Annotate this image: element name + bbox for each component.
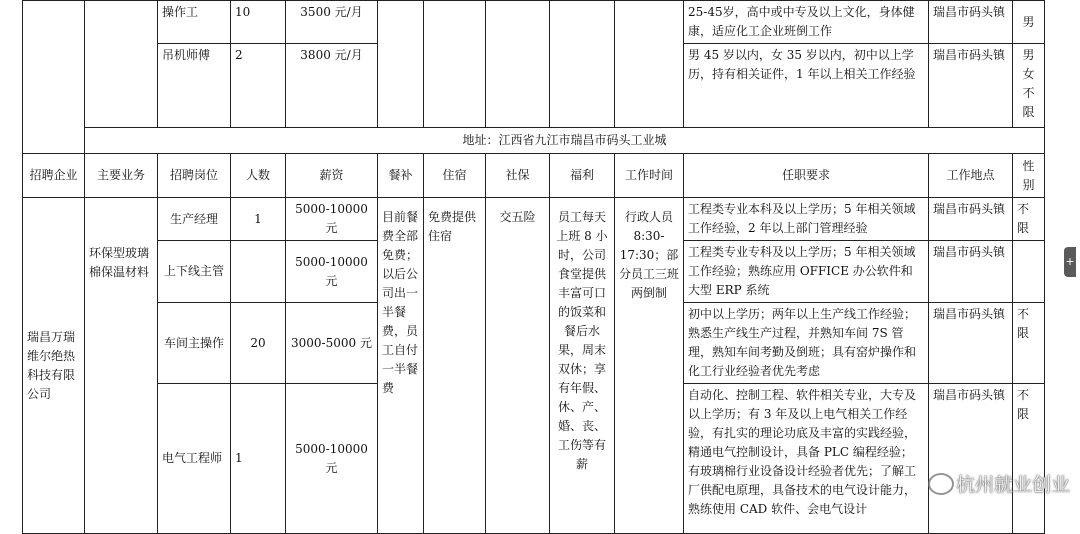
prev-insurance-cell [486,1,550,128]
prev-meal-cell [378,1,424,128]
top-row-salary: 3500 元/月 [286,1,378,44]
top-row-gender: 男 女 不 限 [1013,44,1045,128]
job-count [231,241,286,303]
job-salary: 5000-10000 元 [286,384,378,534]
company-welfare: 员工每天上班 8 小时，公司食堂提供丰富可口的饭菜和餐后水果，周末双休；享有年假、休、产、婚、丧、工伤等有薪 [550,198,615,534]
job-location: 瑞昌市码头镇 [929,198,1013,241]
job-location: 瑞昌市码头镇 [929,384,1013,534]
watermark-text: 杭州就业创业 [956,474,1071,496]
company-housing: 免费提供住宿 [424,198,486,534]
top-row-count: 10 [231,1,286,44]
job-salary: 5000-10000 元 [286,241,378,303]
header-hours: 工作时间 [615,154,684,198]
plus-icon: + [1065,255,1075,268]
header-welfare: 福利 [550,154,615,198]
header-gender: 性别 [1013,154,1045,198]
side-expand-tab[interactable] [1064,247,1076,277]
job-count: 1 [231,384,286,534]
top-row-position: 吊机师傅 [158,44,231,128]
company-insurance: 交五险 [486,198,550,534]
job-location: 瑞昌市码头镇 [929,303,1013,384]
header-requirements: 任职要求 [684,154,929,198]
top-row-position: 操作工 [158,1,231,44]
job-salary: 5000-10000 元 [286,198,378,241]
top-row-location: 瑞昌市码头镇 [929,44,1013,128]
job-position: 车间主操作 [158,303,231,384]
company-name: 瑞昌万瑞维尔绝热科技有限公司 [23,198,85,534]
header-company: 招聘企业 [23,154,85,198]
header-meal: 餐补 [378,154,424,198]
prev-housing-cell [424,1,486,128]
header-location: 工作地点 [929,154,1013,198]
company-hours: 行政人员 8:30-17:30；部分员工三班两倒制 [615,198,684,534]
job-requirements: 自动化、控制工程、软件相关专业，大专及以上学历；有 3 年及以上电气相关工作经验，有扎实的理论功底及丰富的实践经验，精通电气控制设计，具备 PLC 编程经验；有玻璃棉行业设备设计经验者优先；了解工厂供配电原理，具备技术的电气设计能力，熟练使用 CAD 软件、会电气设计 [684,384,929,534]
job-salary: 3000-5000 元 [286,303,378,384]
job-gender: 不限 [1013,198,1045,241]
prev-hours-cell [615,1,684,128]
header-position: 招聘岗位 [158,154,231,198]
job-gender: 不限 [1013,303,1045,384]
prev-business-cell [85,1,158,128]
job-count: 1 [231,198,286,241]
job-position: 生产经理 [158,198,231,241]
company-address: 地址：江西省九江市瑞昌市码头工业城 [85,128,1045,154]
company-business: 环保型玻璃棉保温材料 [85,198,158,534]
job-requirements: 工程类专业专科及以上学历；5 年相关领域工作经验；熟练应用 OFFICE 办公软件和大型 ERP 系统 [684,241,929,303]
top-row-requirements: 25-45岁，高中或中专及以上文化，身体健康，适应化工企业班倒工作 [684,1,929,44]
recruitment-table [22,0,1045,534]
job-requirements: 初中以上学历；两年以上生产线工作经验；熟悉生产线生产过程，并熟知车间 7S 管理，熟知车间考勤及倒班；具有窑炉操作和化工行业经验者优先考虑 [684,303,929,384]
job-requirements: 工程类专业本科及以上学历；5 年相关领域工作经验，2 年以上部门管理经验 [684,198,929,241]
job-location: 瑞昌市码头镇 [929,241,1013,303]
job-position: 电气工程师 [158,384,231,534]
job-gender [1013,241,1045,303]
top-row-salary: 3800 元/月 [286,44,378,128]
top-row-requirements: 男 45 岁以内，女 35 岁以内，初中以上学历，持有相关证件，1 年以上相关工作经验 [684,44,929,128]
job-gender: 不限 [1013,384,1045,534]
top-row-location: 瑞昌市码头镇 [929,1,1013,44]
top-row-count: 2 [231,44,286,128]
header-insurance: 社保 [486,154,550,198]
header-count: 人数 [231,154,286,198]
job-position: 上下线主管 [158,241,231,303]
prev-company-cell [23,1,85,154]
prev-welfare-cell [550,1,615,128]
header-business: 主要业务 [85,154,158,198]
job-count: 20 [231,303,286,384]
company-meal: 目前餐费全部免费；以后公司出一半餐费，员工自付一半餐费 [378,198,424,534]
header-housing: 住宿 [424,154,486,198]
header-salary: 薪资 [286,154,378,198]
top-row-gender: 男 [1013,1,1045,44]
